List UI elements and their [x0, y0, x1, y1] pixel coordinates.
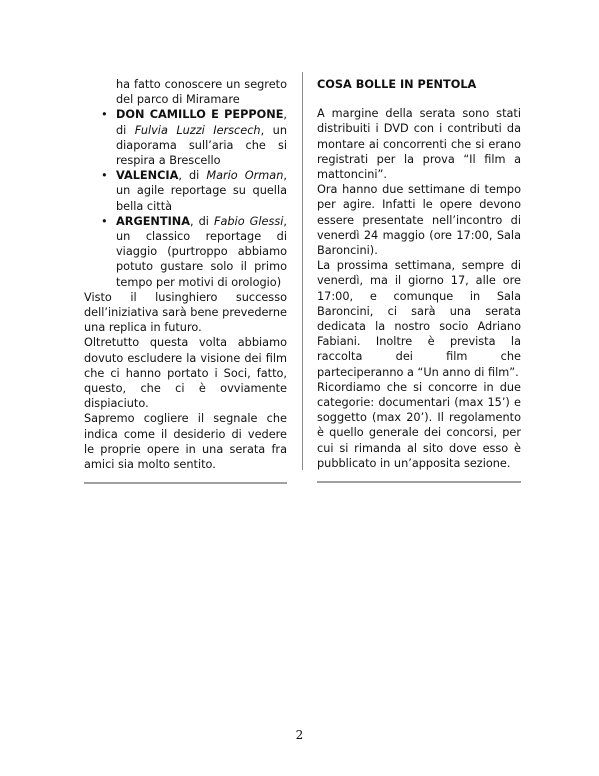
film-title: ARGENTINA: [116, 214, 190, 228]
paragraph: Visto il lusinghiero successo dell’iniziativa sarà bene prevederne una replica in futuro.: [84, 290, 287, 335]
paragraph: La prossima settimana, sempre di venerdì, ma il giorno 17, alle ore 17:00, e comunque in Sala Baroncini, ci sarà una serata dedicata la nostro socio Adriano Fabiani. Inoltre è prevista la raccolta dei film che parteciperanno a “Un anno di film”.: [317, 259, 521, 379]
film-sep: , di: [190, 214, 214, 228]
right-column: [317, 77, 521, 483]
left-column: [84, 77, 287, 484]
column-divider: [302, 72, 303, 470]
bullet-icon: •: [101, 169, 108, 183]
film-title: VALENCIA: [116, 169, 179, 183]
section-heading: COSA BOLLE IN PENTOLA: [317, 78, 477, 91]
film-description: , un diaporama sull’aria che si respira a Brescello: [116, 123, 287, 168]
paragraph: Ricordiamo che si concorre in due categorie: documentari (max 15’) e soggetto (max 20’). Il regolamento è quello generale dei concorsi, per cui si rimanda al sito dove esso è pubblicato in un’apposita sezione.: [317, 380, 521, 470]
bullet-icon: •: [101, 214, 108, 228]
page-number: 2: [295, 728, 304, 742]
film-author: Fabio Glessi: [213, 214, 284, 228]
paragraph: Sapremo cogliere il segnale che indica come il desiderio di vedere le proprie opere in una serata fra amici sia molto sentito.: [84, 412, 287, 472]
film-sep: , di: [178, 169, 207, 183]
paragraph: Ora hanno due settimane di tempo per agire. Infatti le opere devono essere presentate nell’incontro di venerdì 24 maggio (ore 17:00, Sala Baroncini).: [317, 183, 521, 258]
bullet-icon: •: [101, 108, 108, 122]
bottom-rule: [317, 481, 521, 483]
list-item: [84, 107, 287, 168]
film-description: , un agile reportage su quella bella città: [116, 169, 287, 213]
film-description: , un classico reportage di viaggio (purtroppo abbiamo potuto gustare solo il primo tempo per motivi di orologio): [116, 214, 287, 289]
film-author: Fulvia Luzzi Ierscech: [134, 123, 261, 137]
film-list: [84, 107, 287, 289]
paragraph: A margine della serata sono stati distribuiti i DVD con i contributi da montare ai concorrenti che si erano registrati per la prova “Il film a mattoncini”.: [317, 107, 521, 182]
film-title: DON CAMILLO E PEPPONE: [116, 108, 284, 122]
paragraph: Oltretutto questa volta abbiamo dovuto escludere la visione dei film che ci hanno portato i Soci, fatto, questo, che ci è ovviamente dispiaciuto.: [84, 336, 287, 411]
list-item: [84, 214, 287, 290]
film-sep: , di: [116, 108, 287, 137]
intro-continuation: ha fatto conoscere un segreto del parco di Miramare: [116, 78, 287, 107]
film-author: Mario Orman: [206, 169, 284, 183]
list-item: [84, 168, 287, 214]
bottom-rule: [84, 482, 287, 484]
